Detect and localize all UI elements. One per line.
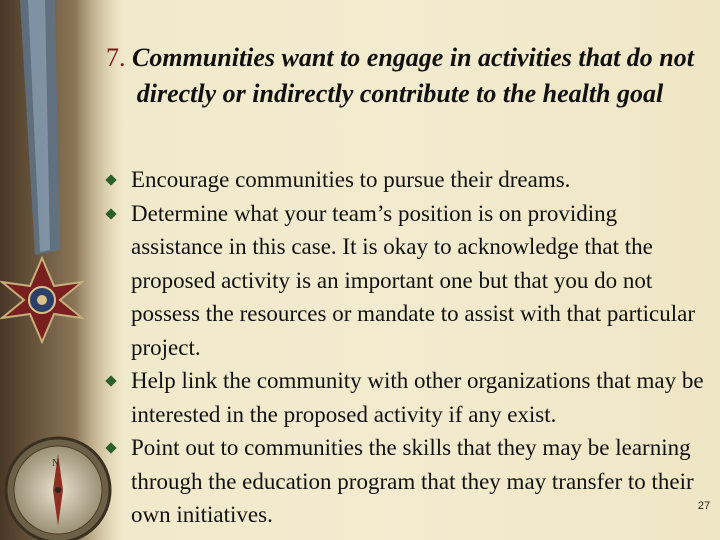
diamond-bullet-icon	[105, 208, 116, 219]
bullet-text: Determine what your team’s position is on providing assistance in this case. It is okay to acknowledge that the proposed activity is an important one but that you do not possess the resources or mandate to assist with that particular project.	[131, 200, 695, 360]
svg-text:N: N	[52, 458, 60, 469]
bullet-text: Encourage communities to pursue their dreams.	[131, 167, 571, 192]
bullet-item	[105, 163, 705, 197]
bullet-item	[105, 431, 705, 532]
slide-title	[100, 40, 700, 112]
bullet-item	[105, 197, 705, 365]
diamond-bullet-icon	[105, 442, 116, 453]
bullet-list	[105, 163, 705, 532]
title-number: 7.	[106, 43, 126, 72]
title-text: Communities want to engage in activities that do not directly or indirectly contribute to the health goal	[132, 43, 694, 108]
bullet-text: Help link the community with other organizations that may be interested in the proposed activity if any exist.	[131, 368, 704, 427]
diamond-bullet-icon	[105, 375, 116, 386]
page-number: 27	[697, 500, 711, 512]
bullet-text: Point out to communities the skills that they may be learning through the education program that they may transfer to their own initiatives.	[131, 435, 694, 527]
bullet-item	[105, 364, 705, 431]
diamond-bullet-icon	[105, 174, 116, 185]
